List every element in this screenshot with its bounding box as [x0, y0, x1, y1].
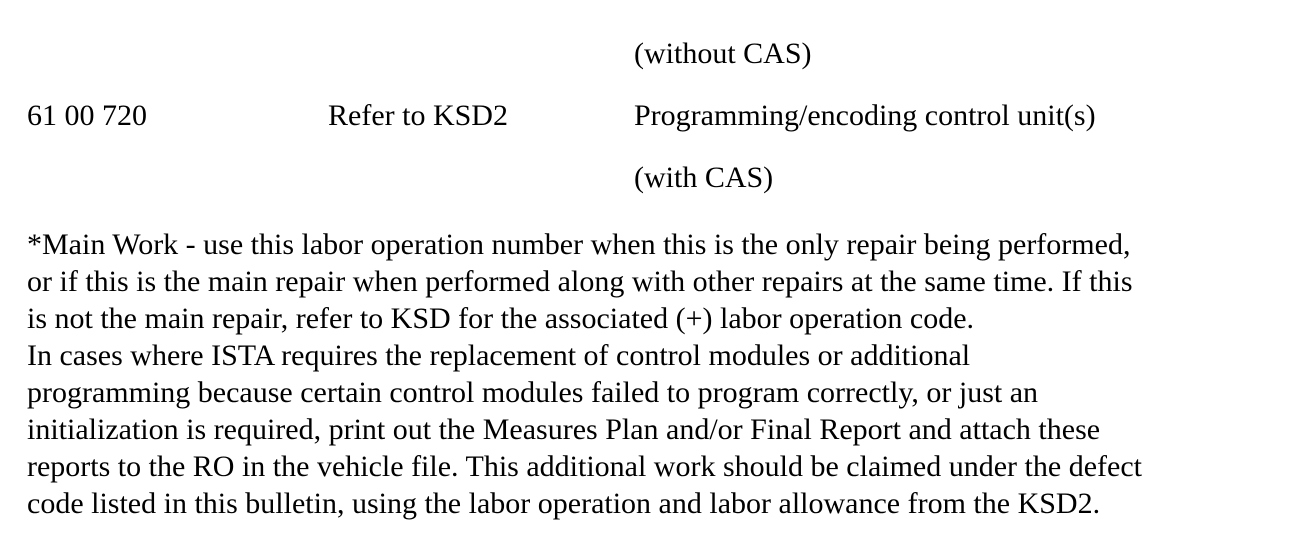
labor-allowance: Refer to KSD2 [328, 99, 508, 132]
note-line: is not the main repair, refer to KSD for the associated (+) labor operation code. [27, 302, 975, 335]
labor-operation-number: 61 00 720 [27, 99, 147, 132]
description-continuation-without-cas: (without CAS) [634, 37, 812, 70]
note-line: code listed in this bulletin, using the labor operation and labor allowance from the KSD2. [27, 487, 1101, 520]
labor-description: Programming/encoding control unit(s) [634, 99, 1096, 132]
note-line: *Main Work - use this labor operation number when this is the only repair being performed, [27, 228, 1131, 261]
note-line: In cases where ISTA requires the replacement of control modules or additional [27, 339, 971, 372]
description-continuation-with-cas: (with CAS) [634, 161, 774, 194]
note-line: programming because certain control modules failed to program correctly, or just an [27, 376, 1039, 409]
note-line: initialization is required, print out the Measures Plan and/or Final Report and attach these [27, 413, 1101, 446]
note-line: reports to the RO in the vehicle file. This additional work should be claimed under the defect [27, 450, 1142, 483]
note-line: or if this is the main repair when performed along with other repairs at the same time. If this [27, 265, 1133, 298]
